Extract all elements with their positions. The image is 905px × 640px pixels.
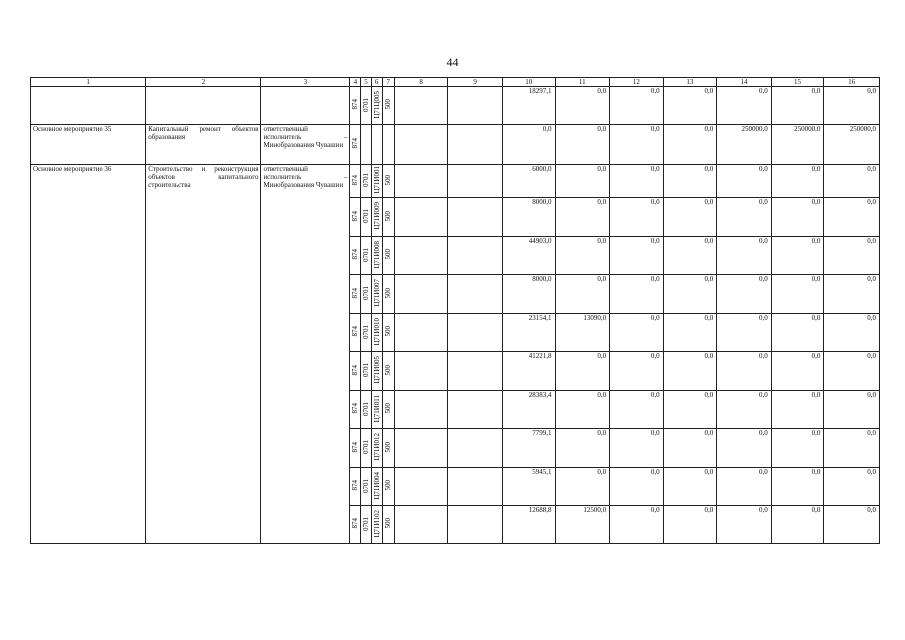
target-article-code-cell [371, 87, 382, 125]
value-col-12: 0,0 [610, 352, 664, 391]
value-col-14: 0,0 [717, 352, 772, 391]
value-col-16: 0,0 [824, 468, 880, 506]
grbs-code: 874 [351, 249, 360, 260]
activity-description: Строительство и реконструкция объектов капитального строительства [146, 165, 261, 544]
value-col-10: 28383,4 [502, 391, 555, 429]
target-article-code-cell [371, 198, 382, 237]
value-col-11: 0,0 [555, 87, 610, 125]
value-col-14: 0,0 [717, 198, 772, 237]
expense-type-code-cell [382, 87, 394, 125]
empty-cell-9 [448, 506, 503, 544]
target-article-code: Ц71И008 [372, 240, 381, 269]
grbs-code: 874 [351, 99, 360, 110]
table-row [31, 87, 880, 125]
empty-cell-9 [448, 87, 503, 125]
value-col-15: 0,0 [771, 237, 824, 275]
grbs-code: 874 [351, 210, 360, 222]
value-col-14: 0,0 [717, 468, 772, 506]
grbs-code-cell [350, 429, 361, 468]
empty-cell-8 [394, 352, 448, 391]
value-col-13: 0,0 [663, 506, 717, 544]
target-article-code: Ц71И001 [372, 166, 381, 194]
empty-cell-9 [448, 275, 503, 314]
column-header-8: 8 [394, 78, 448, 87]
target-article-code: Ц71И005 [372, 356, 381, 384]
target-article-code: Ц71И011 [372, 394, 381, 423]
page-number: 44 [446, 55, 459, 69]
empty-cell-9 [448, 125, 503, 165]
expense-type-code-cell [382, 165, 394, 198]
value-col-15: 0,0 [771, 429, 824, 468]
empty-cell-8 [394, 468, 448, 506]
value-col-14: 0,0 [717, 87, 772, 125]
value-col-12: 0,0 [610, 506, 664, 544]
column-header-3: 3 [261, 78, 350, 87]
grbs-code: 874 [351, 403, 360, 414]
expense-type-code-cell [382, 352, 394, 391]
value-col-11: 0,0 [555, 125, 610, 165]
target-article-code-cell [371, 275, 382, 314]
empty-cell-8 [394, 506, 448, 544]
grbs-code-cell [350, 468, 361, 506]
expense-type-code-cell [382, 275, 394, 314]
value-col-11: 13090,0 [555, 314, 610, 352]
section-code-cell [361, 237, 371, 275]
column-header-9: 9 [448, 78, 503, 87]
expense-type-code-cell [382, 125, 394, 165]
value-col-10: 0,0 [502, 125, 555, 165]
value-col-15: 0,0 [771, 468, 824, 506]
value-col-15: 250000,0 [771, 125, 824, 165]
value-col-10: 18297,1 [502, 87, 555, 125]
grbs-code-cell [350, 314, 361, 352]
value-col-16: 0,0 [824, 391, 880, 429]
value-col-16: 0,0 [824, 352, 880, 391]
grbs-code-cell [350, 237, 361, 275]
value-col-12: 0,0 [610, 275, 664, 314]
value-col-16: 0,0 [824, 275, 880, 314]
value-col-15: 0,0 [771, 391, 824, 429]
column-header-5: 5 [361, 78, 371, 87]
value-col-12: 0,0 [610, 125, 664, 165]
value-col-13: 0,0 [663, 468, 717, 506]
value-col-16: 0,0 [824, 237, 880, 275]
value-col-13: 0,0 [663, 314, 717, 352]
value-col-14: 0,0 [717, 429, 772, 468]
section-code: 0701 [362, 247, 371, 262]
value-col-14: 0,0 [717, 165, 772, 198]
empty-cell-9 [448, 391, 503, 429]
value-col-11: 0,0 [555, 275, 610, 314]
target-article-code: Ц71И009 [372, 202, 381, 230]
section-code: 0701 [362, 209, 371, 223]
value-col-10: 44903,0 [502, 237, 555, 275]
section-code-cell [361, 391, 371, 429]
section-code-cell [361, 314, 371, 352]
column-header-12: 12 [610, 78, 664, 87]
value-col-10: 41221,8 [502, 352, 555, 391]
expense-type-code-cell [382, 468, 394, 506]
value-col-13: 0,0 [663, 429, 717, 468]
grbs-code-cell [350, 165, 361, 198]
value-col-11: 0,0 [555, 198, 610, 237]
empty-cell-8 [394, 237, 448, 275]
value-col-10: 8000,0 [502, 198, 555, 237]
value-col-11: 0,0 [555, 429, 610, 468]
value-col-11: 12500,0 [555, 506, 610, 544]
target-article-code: Ц71И012 [372, 433, 381, 461]
column-header-10: 10 [502, 78, 555, 87]
section-code: 0701 [362, 173, 371, 187]
grbs-code-cell [350, 87, 361, 125]
expense-type-code: 500 [384, 403, 393, 414]
section-code-cell [361, 429, 371, 468]
value-col-13: 0,0 [663, 237, 717, 275]
expense-type-code: 500 [384, 249, 393, 260]
target-article-code-cell [371, 468, 382, 506]
value-col-15: 0,0 [771, 198, 824, 237]
value-col-11: 0,0 [555, 165, 610, 198]
section-code: 0701 [362, 324, 371, 339]
target-article-code: Ц71И102 [372, 509, 381, 538]
value-col-11: 0,0 [555, 468, 610, 506]
section-code: 0701 [362, 401, 371, 416]
value-col-11: 0,0 [555, 352, 610, 391]
column-header-16: 16 [824, 78, 880, 87]
activity-name [31, 87, 146, 125]
section-code-cell [361, 275, 371, 314]
target-article-code-cell [371, 391, 382, 429]
value-col-15: 0,0 [771, 314, 824, 352]
value-col-16: 0,0 [824, 506, 880, 544]
value-col-12: 0,0 [610, 237, 664, 275]
target-article-code: Ц71И007 [372, 279, 381, 307]
empty-cell-9 [448, 429, 503, 468]
value-col-16: 0,0 [824, 198, 880, 237]
grbs-code: 874 [351, 138, 360, 149]
grbs-code: 874 [351, 326, 360, 337]
empty-cell-8 [394, 198, 448, 237]
section-code-cell [361, 352, 371, 391]
empty-cell-8 [394, 125, 448, 165]
section-code-cell [361, 468, 371, 506]
value-col-13: 0,0 [663, 87, 717, 125]
grbs-code-cell [350, 275, 361, 314]
value-col-11: 0,0 [555, 237, 610, 275]
grbs-code-cell [350, 391, 361, 429]
section-code-cell [361, 165, 371, 198]
value-col-13: 0,0 [663, 275, 717, 314]
value-col-16: 250000,0 [824, 125, 880, 165]
empty-cell-8 [394, 314, 448, 352]
expense-type-code-cell [382, 198, 394, 237]
value-col-12: 0,0 [610, 87, 664, 125]
target-article-code: Ц71И004 [372, 471, 381, 500]
value-col-10: 12688,8 [502, 506, 555, 544]
value-col-15: 0,0 [771, 275, 824, 314]
value-col-13: 0,0 [663, 391, 717, 429]
value-col-10: 5945,1 [502, 468, 555, 506]
target-article-code-cell [371, 352, 382, 391]
section-code: 0701 [362, 440, 371, 454]
section-code: 0701 [362, 478, 371, 493]
target-article-code-cell [371, 165, 382, 198]
target-article-code: Ц71И010 [372, 317, 381, 346]
column-header-1: 1 [31, 78, 146, 87]
target-article-code-cell [371, 125, 382, 165]
grbs-code-cell [350, 352, 361, 391]
empty-cell-8 [394, 275, 448, 314]
value-col-13: 0,0 [663, 165, 717, 198]
empty-cell-9 [448, 468, 503, 506]
value-col-13: 0,0 [663, 198, 717, 237]
expense-type-code: 500 [384, 364, 393, 376]
target-article-code-cell [371, 429, 382, 468]
value-col-12: 0,0 [610, 429, 664, 468]
empty-cell-8 [394, 429, 448, 468]
expense-type-code: 500 [384, 174, 393, 186]
target-article-code-cell [371, 237, 382, 275]
expense-type-code: 500 [384, 99, 393, 110]
value-col-13: 0,0 [663, 352, 717, 391]
value-col-12: 0,0 [610, 391, 664, 429]
value-col-12: 0,0 [610, 468, 664, 506]
table-row [31, 165, 880, 198]
expense-type-code-cell [382, 314, 394, 352]
expense-type-code: 500 [384, 326, 393, 337]
value-col-14: 0,0 [717, 314, 772, 352]
column-header-4: 4 [350, 78, 361, 87]
value-col-14: 250000,0 [717, 125, 772, 165]
grbs-code: 874 [351, 174, 360, 186]
empty-cell-9 [448, 352, 503, 391]
value-col-14: 0,0 [717, 275, 772, 314]
value-col-13: 0,0 [663, 125, 717, 165]
target-article-code-cell [371, 506, 382, 544]
value-col-16: 0,0 [824, 87, 880, 125]
section-code: 0701 [362, 97, 371, 112]
column-header-2: 2 [146, 78, 261, 87]
value-col-14: 0,0 [717, 506, 772, 544]
activity-description: Капитальный ремонт объектов образования [146, 125, 261, 165]
expense-type-code: 500 [384, 287, 393, 299]
value-col-14: 0,0 [717, 391, 772, 429]
value-col-16: 0,0 [824, 165, 880, 198]
section-code-cell [361, 87, 371, 125]
section-code-cell [361, 506, 371, 544]
expense-type-code-cell [382, 429, 394, 468]
empty-cell-9 [448, 314, 503, 352]
section-code: 0701 [362, 363, 371, 377]
value-col-14: 0,0 [717, 237, 772, 275]
value-col-12: 0,0 [610, 198, 664, 237]
expense-type-code: 500 [384, 480, 393, 491]
column-header-11: 11 [555, 78, 610, 87]
expense-type-code-cell [382, 237, 394, 275]
empty-cell-9 [448, 165, 503, 198]
empty-cell-9 [448, 237, 503, 275]
section-code: 0701 [362, 286, 371, 300]
value-col-16: 0,0 [824, 314, 880, 352]
expense-type-code-cell [382, 391, 394, 429]
grbs-code: 874 [351, 480, 360, 491]
value-col-12: 0,0 [610, 165, 664, 198]
value-col-16: 0,0 [824, 429, 880, 468]
activity-name: Основное мероприятие 36 [31, 165, 146, 544]
header-row [31, 78, 880, 87]
section-code-cell [361, 198, 371, 237]
value-col-15: 0,0 [771, 87, 824, 125]
grbs-code: 874 [351, 287, 360, 299]
value-col-10: 23154,1 [502, 314, 555, 352]
value-col-11: 0,0 [555, 391, 610, 429]
responsible-executor: ответственный исполнитель – Минобразования Чувашии [261, 165, 350, 544]
column-header-13: 13 [663, 78, 717, 87]
expense-type-code-cell [382, 506, 394, 544]
budget-table [30, 77, 880, 544]
section-code: 0701 [362, 516, 371, 531]
activity-name: Основное мероприятие 35 [31, 125, 146, 165]
table-row [31, 125, 880, 165]
column-header-14: 14 [717, 78, 772, 87]
empty-cell-8 [394, 87, 448, 125]
activity-description [146, 87, 261, 125]
empty-cell-9 [448, 198, 503, 237]
grbs-code: 874 [351, 518, 360, 529]
expense-type-code: 500 [384, 210, 393, 222]
expense-type-code: 500 [384, 441, 393, 453]
value-col-12: 0,0 [610, 314, 664, 352]
section-code-cell [361, 125, 371, 165]
grbs-code: 874 [351, 441, 360, 453]
target-article-code-cell [371, 314, 382, 352]
grbs-code: 874 [351, 364, 360, 376]
expense-type-code: 500 [384, 518, 393, 529]
value-col-10: 6000,0 [502, 165, 555, 198]
column-header-6: 6 [371, 78, 382, 87]
responsible-executor [261, 87, 350, 125]
column-header-15: 15 [771, 78, 824, 87]
value-col-15: 0,0 [771, 506, 824, 544]
grbs-code-cell [350, 125, 361, 165]
target-article-code: Ц71Ц005 [372, 90, 381, 119]
empty-cell-8 [394, 165, 448, 198]
responsible-executor: ответственный исполнитель – Минобразования Чувашии [261, 125, 350, 165]
value-col-10: 8000,0 [502, 275, 555, 314]
value-col-15: 0,0 [771, 352, 824, 391]
grbs-code-cell [350, 506, 361, 544]
grbs-code-cell [350, 198, 361, 237]
column-header-7: 7 [382, 78, 394, 87]
value-col-10: 7799,1 [502, 429, 555, 468]
value-col-15: 0,0 [771, 165, 824, 198]
empty-cell-8 [394, 391, 448, 429]
